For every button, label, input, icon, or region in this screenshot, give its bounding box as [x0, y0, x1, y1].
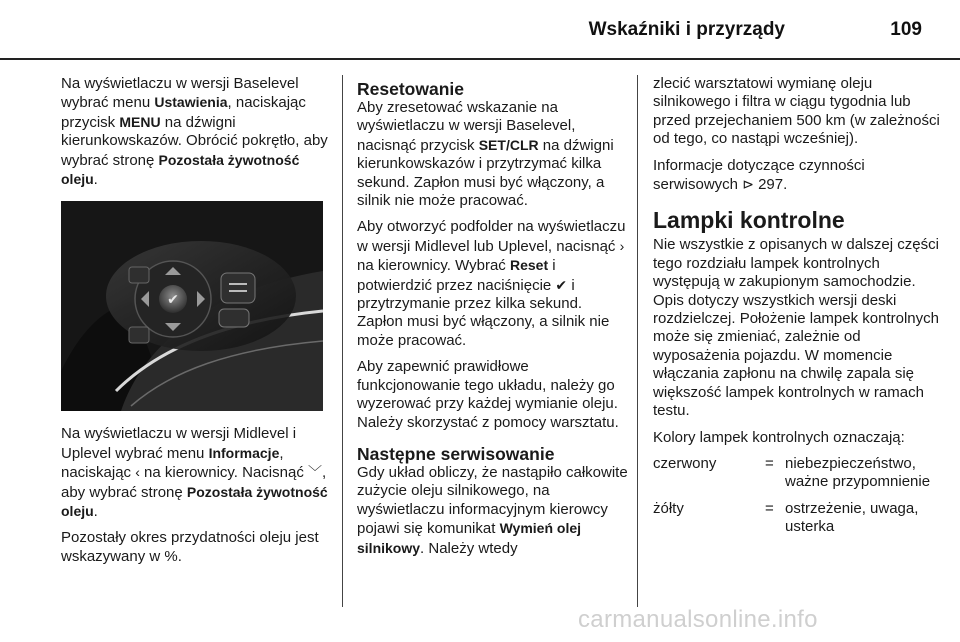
page-name-oil-life: Pozostała żywotność oleju [61, 151, 300, 188]
color-definition-table [653, 455, 943, 545]
paragraph-service-reference: Informacje dotyczące czynności serwisowych ⊳ 297. [653, 156, 865, 194]
color-meaning: ostrzeżenie, uwaga, usterka [785, 499, 919, 536]
button-name-menu: MENU [119, 113, 161, 130]
paragraph-next-service: Gdy układ obliczy, że nastąpiło całkowite zużycie oleju silnikowego, na wyświetlaczu informacyjnym kierowcy pojawi się komunikat Wymień olej silnikowy. Należy wtedy [357, 463, 628, 557]
page-reference-link[interactable]: 297. [753, 176, 788, 194]
column-middle [357, 75, 629, 566]
menu-name-information: Informacje [208, 444, 280, 461]
message-change-oil: Wymień olej silnikowy [357, 520, 582, 556]
menu-item-reset: Reset [509, 257, 549, 274]
page-name-oil-life: Pozostała żywotność oleju [61, 483, 328, 520]
menu-name-settings: Ustawienia [154, 94, 228, 111]
page-number: 109 [890, 19, 922, 40]
page-header-title: Wskaźniki i przyrządy [588, 19, 785, 40]
paragraph-oil-percent: Pozostały okres przydatności oleju jest wskazywany w %. [61, 529, 319, 565]
heading-control-lamps: Lampki kontrolne [653, 207, 845, 234]
color-term: czerwony [653, 454, 717, 472]
svg-text:✔: ✔ [167, 291, 179, 308]
heading-reset: Resetowanie [357, 79, 464, 99]
chevron-left-icon: ‹ [135, 464, 140, 481]
heading-next-service: Następne serwisowanie [357, 443, 555, 464]
equals-sign: = [765, 499, 774, 517]
chevron-right-icon: › [619, 237, 625, 254]
paragraph-control-lamps: Nie wszystkie z opisanych w dalszej części tego rozdziału lampek kontrolnych występują w zakupionym samochodzie. Opis dotyczy wszystkich wersji deski rozdzielczej. Położenie lampek kontrolnych może się zmieniać, zależnie od wyposażenia pojazdu. W momencie włączania zapłonu na chwilę zapala się większość lampek kontrolnych w ramach testu. [653, 236, 939, 420]
table-row [653, 455, 943, 500]
color-term: żółty [653, 499, 684, 517]
paragraph-baselevel-menu: Na wyświetlaczu w wersji Baselevel wybrać menu Ustawienia, naciskając przycisk MENU na dźwigni kierunkowskazów. Obrócić pokrętło, aby wybrać stronę Pozostała żywotność oleju. [61, 75, 328, 189]
color-meaning: niebezpieczeństwo, ważne przypomnienie [785, 454, 931, 491]
button-name-set-clr: SET/CLR [478, 136, 539, 153]
header-divider [0, 58, 960, 60]
paragraph-colors-intro: Kolory lampek kontrolnych oznaczają: [653, 428, 905, 446]
page-reference-arrow-icon: ⊳ [742, 176, 754, 193]
watermark: carmanualsonline.info [578, 606, 818, 633]
chevron-down-icon: ﹀ [308, 464, 322, 481]
paragraph-reset-note: Aby zapewnić prawidłowe funkcjonowanie tego układu, należy go wyzerować przy każdej wymianie oleju. Należy skorzystać z pomocy warsztatu. [357, 358, 619, 431]
paragraph-reset-baselevel: Aby zresetować wskazanie na wyświetlaczu w wersji Baselevel, nacisnąć przycisk SET/CLR na dźwigni kierunkowskazów i przytrzymać kilka sekund. Zapłon musi być włączony, a silnik nie może pracować. [357, 99, 614, 210]
column-divider [637, 75, 638, 607]
checkmark-icon: ✔ [555, 276, 568, 293]
steering-wheel-photo [61, 201, 323, 411]
paragraph-midlevel-menu: Na wyświetlaczu w wersji Midlevel i Uplevel wybrać menu Informacje, naciskając ‹ na kierownicy. Nacisnąć ﹀, aby wybrać stronę Pozostała żywotność oleju. [61, 425, 328, 521]
column-left [61, 75, 333, 574]
paragraph-reset-midlevel: Aby otworzyć podfolder na wyświetlaczu w wersji Midlevel lub Uplevel, nacisnąć › na kierownicy. Wybrać Reset i potwierdzić przez naciśnięcie ✔ i przytrzymanie przez kilka sekund. Zapłon musi być włączony, a silnik nie może pracować. [357, 218, 626, 349]
table-row [653, 500, 943, 545]
column-right [653, 75, 943, 545]
equals-sign: = [765, 454, 774, 472]
paragraph-service-continued: zlecić warsztatowi wymianę oleju silnikowego i filtra w ciągu tygodnia lub przed przejechaniem 500 km (w zależności od tego, co nastąpi wcześniej). [653, 75, 940, 148]
column-divider [342, 75, 343, 607]
